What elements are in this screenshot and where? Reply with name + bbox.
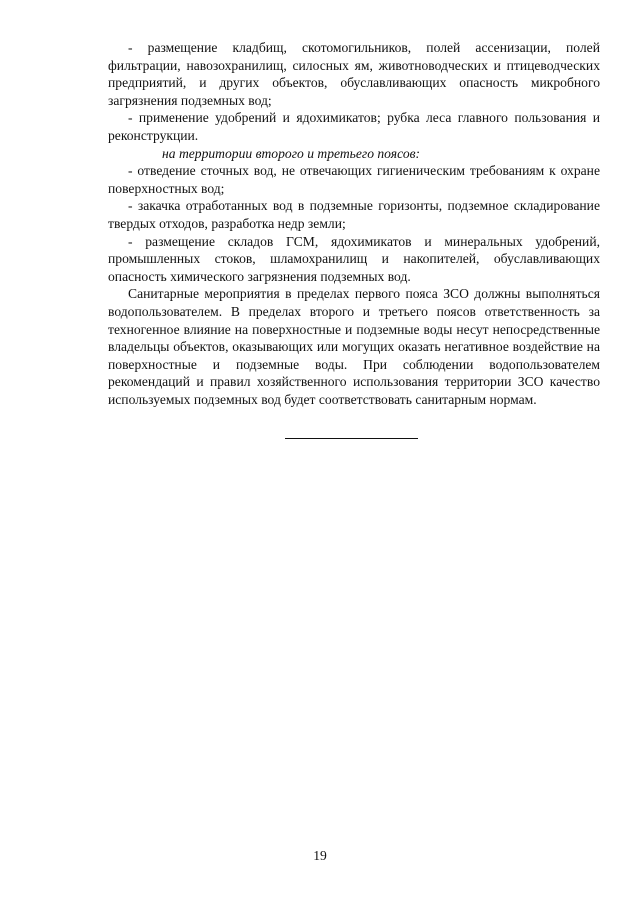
list-item-wastewater: - отведение сточных вод, не отвечающих гигиеническим требованиям к охране поверхностных вод; — [108, 163, 600, 196]
body-text — [108, 39, 600, 408]
list-item-storage: - размещение складов ГСМ, ядохимикатов и минеральных удобрений, промышленных стоков, шламохранилищ и накопителей, обуславливающих опасность химического загрязнения подземных вод. — [108, 233, 600, 284]
page-number: 19 — [313, 848, 327, 863]
end-of-text-rule — [285, 438, 418, 439]
list-item-zone-1-sources: - размещение кладбищ, скотомогильников, полей ассенизации, полей фильтрации, навозохранилищ, силосных ям, животноводческих и птицеводческих предприятий, и других объектов, обуславливающих опасность микробного загрязнения подземных вод; — [108, 40, 600, 108]
list-item-zone-1-chemicals: - применение удобрений и ядохимикатов; рубка леса главного пользования и реконструкции. — [108, 110, 600, 143]
subheading-zones-2-3: на территории второго и третьего поясов: — [162, 145, 421, 161]
closing-paragraph: Санитарные мероприятия в пределах первого пояса ЗСО должны выполняться водопользователем. В пределах второго и третьего поясов ответственность за техногенное влияние на поверхностные и подземные воды несут непосредственные владельцы объектов, оказывающих или могущих оказать негативное воздействие на поверхностные и подземные воды. При соблюдении водопользователем рекомендаций и правил хозяйственного использования территории ЗСО качество используемых подземных вод будет соответствовать санитарным нормам. — [108, 286, 600, 407]
list-item-injection: - закачка отработанных вод в подземные горизонты, подземное складирование твердых отходов, разработка недр земли; — [108, 198, 600, 231]
